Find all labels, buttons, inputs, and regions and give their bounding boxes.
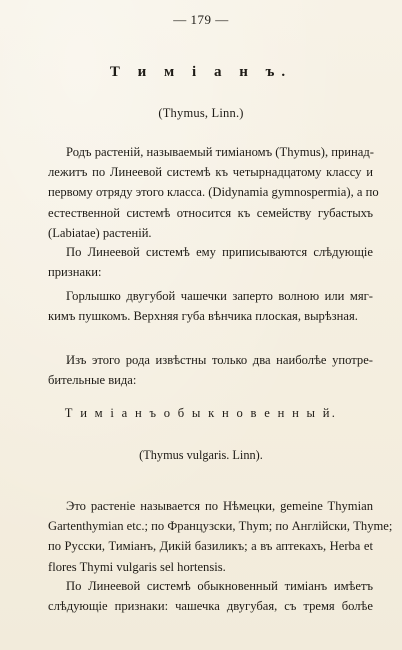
paragraph-common-thyme-traits [48,576,373,616]
text-line: естественной системѣ относится къ семейству губастыхъ [48,205,373,220]
text-line: кимъ пушкомъ. Верхняя губа вѣнчика плоская, вырѣзная. [48,309,358,324]
section-subtitle: (Thymus vulgaris. Linn). [139,448,263,462]
text-line: лежитъ по Линеевой системѣ къ четырнадцатому классу и [48,165,373,180]
text-line: Это растеніе называется по Нѣмецки, gemeine Thymian [66,499,373,513]
text-line: По Линеевой системѣ обыкновенный тиміанъ имѣетъ [66,579,373,593]
text-line: по Русски, Тиміанъ, Дикій базиликъ; а въ аптекахъ, Herba et [48,539,373,554]
paragraph-traits [48,286,373,326]
chapter-title: Т и м і а н ъ. [109,64,293,80]
page-number: — 179 — [173,12,229,27]
text-line: Горлышко двугубой чашечки заперто волною или мяг- [66,289,373,303]
text-line: первому отряду этого класса. (Didynamia gymnospermia), а по [48,185,379,200]
paragraph-known-species [48,350,373,390]
paragraph-linnaean-traits-intro [48,242,373,282]
paragraph-genus-description [48,142,379,243]
chapter-subtitle: (Thymus, Linn.) [158,106,244,120]
text-line: Gartenthymian etc.; по Французски, Thym; по Англійски, Thyme; [48,519,393,534]
text-line: признаки: [48,265,102,280]
text-line: бительные вида: [48,373,137,388]
text-line: Родъ растеній, называемый тиміаномъ (Thymus), принад- [66,145,374,159]
text-line: flores Thymi vulgaris sel hortensis. [48,559,226,574]
text-line: слѣдующіе признаки: чашечка двугубая, съ тремя болѣе [48,599,373,614]
paragraph-names [48,496,393,577]
text-line: (Labiatae) растеній. [48,225,152,240]
text-line: Изъ этого рода извѣстны только два наиболѣе употре- [66,353,373,367]
text-line: По Линеевой системѣ ему приписываются слѣдующіе [66,245,373,259]
section-title: Т и м і а н ъ о б ы к н о в е н н ы й. [64,406,338,420]
